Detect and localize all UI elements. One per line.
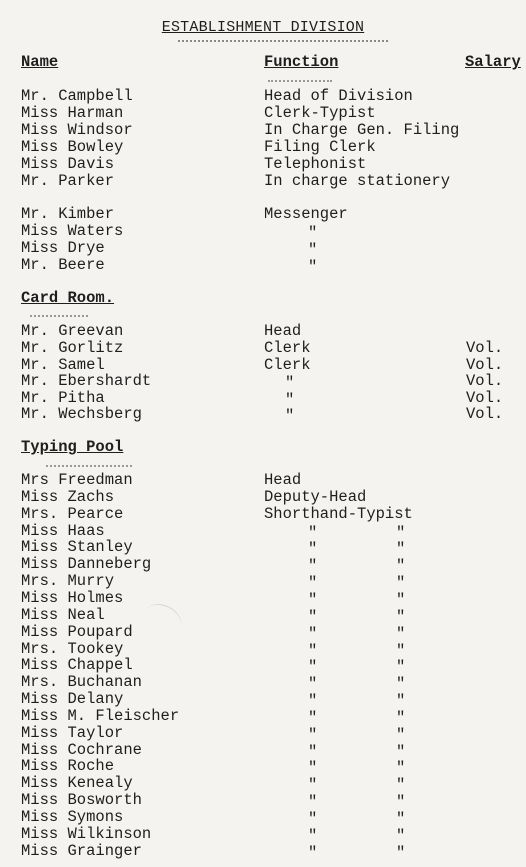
typing-pool-name: Mrs. Pearce	[21, 505, 124, 523]
ditto-mark: "	[308, 591, 318, 609]
section-dotted-rule	[46, 465, 132, 467]
ditto-mark: "	[396, 759, 406, 777]
title-dotted-rule	[178, 40, 388, 42]
ditto-mark: "	[396, 692, 406, 710]
ditto-mark: "	[396, 591, 406, 609]
messenger-name: Mr. Beere	[21, 256, 105, 274]
typing-pool-name: Miss Danneberg	[21, 555, 152, 573]
staff-name: Miss Davis	[21, 155, 115, 173]
document-title: ESTABLISHMENT DIVISION	[161, 19, 365, 36]
staff-function: In charge stationery	[264, 172, 451, 190]
typing-pool-name: Miss M. Fleischer	[21, 707, 180, 725]
messenger-function: Messenger	[264, 205, 348, 223]
ditto-mark: "	[308, 827, 318, 845]
ditto-mark: "	[308, 726, 318, 744]
typing-pool-name: Miss Cochrane	[21, 741, 142, 759]
typing-pool-name: Miss Delany	[21, 690, 124, 708]
ditto-mark: "	[396, 743, 406, 761]
ditto-mark: "	[396, 658, 406, 676]
ditto-mark: "	[308, 810, 318, 828]
ditto-mark: "	[308, 675, 318, 693]
ditto-mark: "	[308, 241, 318, 259]
staff-function: Clerk-Typist	[264, 104, 376, 122]
ditto-mark: "	[308, 709, 318, 727]
ditto-mark: "	[285, 407, 295, 425]
ditto-mark: "	[396, 557, 406, 575]
messenger-name: Miss Drye	[21, 239, 105, 257]
typing-pool-name: Miss Chappel	[21, 656, 133, 674]
staff-name: Mr. Campbell	[21, 87, 133, 105]
card-room-function: Clerk	[264, 339, 311, 357]
typing-pool-name: Miss Neal	[21, 606, 105, 624]
card-room-name: Mr. Pitha	[21, 389, 105, 407]
ditto-mark: "	[396, 524, 406, 542]
ditto-mark: "	[308, 658, 318, 676]
ditto-mark: "	[396, 574, 406, 592]
typing-pool-name: Miss Holmes	[21, 589, 124, 607]
ditto-mark: "	[308, 540, 318, 558]
staff-function: Telephonist	[264, 155, 367, 173]
section-heading-typing-pool: Typing Pool	[21, 438, 124, 456]
column-header-name: Name	[21, 53, 59, 71]
typing-pool-name: Miss Stanley	[21, 538, 133, 556]
staff-name: Miss Harman	[21, 104, 124, 122]
card-room-name: Mr. Samel	[21, 356, 105, 374]
column-header-function: Function	[264, 53, 339, 71]
card-room-function: Head	[264, 322, 302, 340]
ditto-mark: "	[308, 759, 318, 777]
staff-name: Miss Windsor	[21, 121, 133, 139]
ditto-mark: "	[308, 743, 318, 761]
typing-pool-name: Mrs Freedman	[21, 471, 133, 489]
typing-pool-name: Mrs. Buchanan	[21, 673, 142, 691]
ditto-mark: "	[308, 557, 318, 575]
typing-pool-name: Miss Poupard	[21, 623, 133, 641]
typing-pool-function: Deputy-Head	[264, 488, 367, 506]
ditto-mark: "	[308, 692, 318, 710]
typing-pool-function: Shorthand-Typist	[264, 505, 413, 523]
typing-pool-name: Miss Haas	[21, 522, 105, 540]
card-room-salary: Vol.	[466, 356, 504, 374]
ditto-mark: "	[285, 391, 295, 409]
staff-function: Head of Division	[264, 87, 413, 105]
ditto-mark: "	[396, 709, 406, 727]
ditto-mark: "	[396, 844, 406, 862]
typing-pool-name: Miss Wilkinson	[21, 825, 152, 843]
ditto-mark: "	[308, 608, 318, 626]
ditto-mark: "	[308, 793, 318, 811]
ditto-mark: "	[308, 574, 318, 592]
typing-pool-name: Mrs. Tookey	[21, 640, 124, 658]
ditto-mark: "	[396, 608, 406, 626]
ditto-mark: "	[396, 540, 406, 558]
typing-pool-name: Miss Bosworth	[21, 791, 142, 809]
card-room-salary: Vol.	[466, 405, 504, 423]
card-room-salary: Vol.	[466, 372, 504, 390]
typing-pool-function: Head	[264, 471, 302, 489]
card-room-name: Mr. Wechsberg	[21, 405, 142, 423]
typing-pool-name: Miss Grainger	[21, 842, 142, 860]
ditto-mark: "	[308, 625, 318, 643]
section-dotted-rule	[30, 315, 88, 317]
paper-smudge	[137, 598, 186, 643]
staff-function: In Charge Gen. Filing	[264, 121, 460, 139]
staff-function: Filing Clerk	[264, 138, 376, 156]
ditto-mark: "	[308, 642, 318, 660]
ditto-mark: "	[308, 776, 318, 794]
ditto-mark: "	[396, 625, 406, 643]
card-room-name: Mr. Ebershardt	[21, 372, 152, 390]
ditto-mark: "	[308, 258, 318, 276]
ditto-mark: "	[396, 827, 406, 845]
ditto-mark: "	[308, 844, 318, 862]
typing-pool-name: Miss Kenealy	[21, 774, 133, 792]
ditto-mark: "	[396, 810, 406, 828]
card-room-function: Clerk	[264, 356, 311, 374]
card-room-salary: Vol.	[466, 389, 504, 407]
ditto-mark: "	[396, 642, 406, 660]
ditto-mark: "	[396, 675, 406, 693]
messenger-name: Miss Waters	[21, 222, 124, 240]
typing-pool-name: Miss Roche	[21, 757, 115, 775]
ditto-mark: "	[396, 726, 406, 744]
header-dotted-rule	[268, 80, 332, 82]
ditto-mark: "	[285, 374, 295, 392]
staff-name: Miss Bowley	[21, 138, 124, 156]
staff-name: Mr. Parker	[21, 172, 115, 190]
card-room-name: Mr. Greevan	[21, 322, 124, 340]
messenger-name: Mr. Kimber	[21, 205, 115, 223]
section-heading-card-room: Card Room.	[21, 289, 115, 307]
column-header-salary: Salary	[465, 53, 521, 71]
ditto-mark: "	[308, 524, 318, 542]
typing-pool-name: Miss Taylor	[21, 724, 124, 742]
card-room-salary: Vol.	[466, 339, 504, 357]
ditto-mark: "	[308, 224, 318, 242]
card-room-name: Mr. Gorlitz	[21, 339, 124, 357]
typing-pool-name: Miss Zachs	[21, 488, 115, 506]
ditto-mark: "	[396, 793, 406, 811]
ditto-mark: "	[396, 776, 406, 794]
typing-pool-name: Miss Symons	[21, 808, 124, 826]
typing-pool-name: Mrs. Murry	[21, 572, 115, 590]
